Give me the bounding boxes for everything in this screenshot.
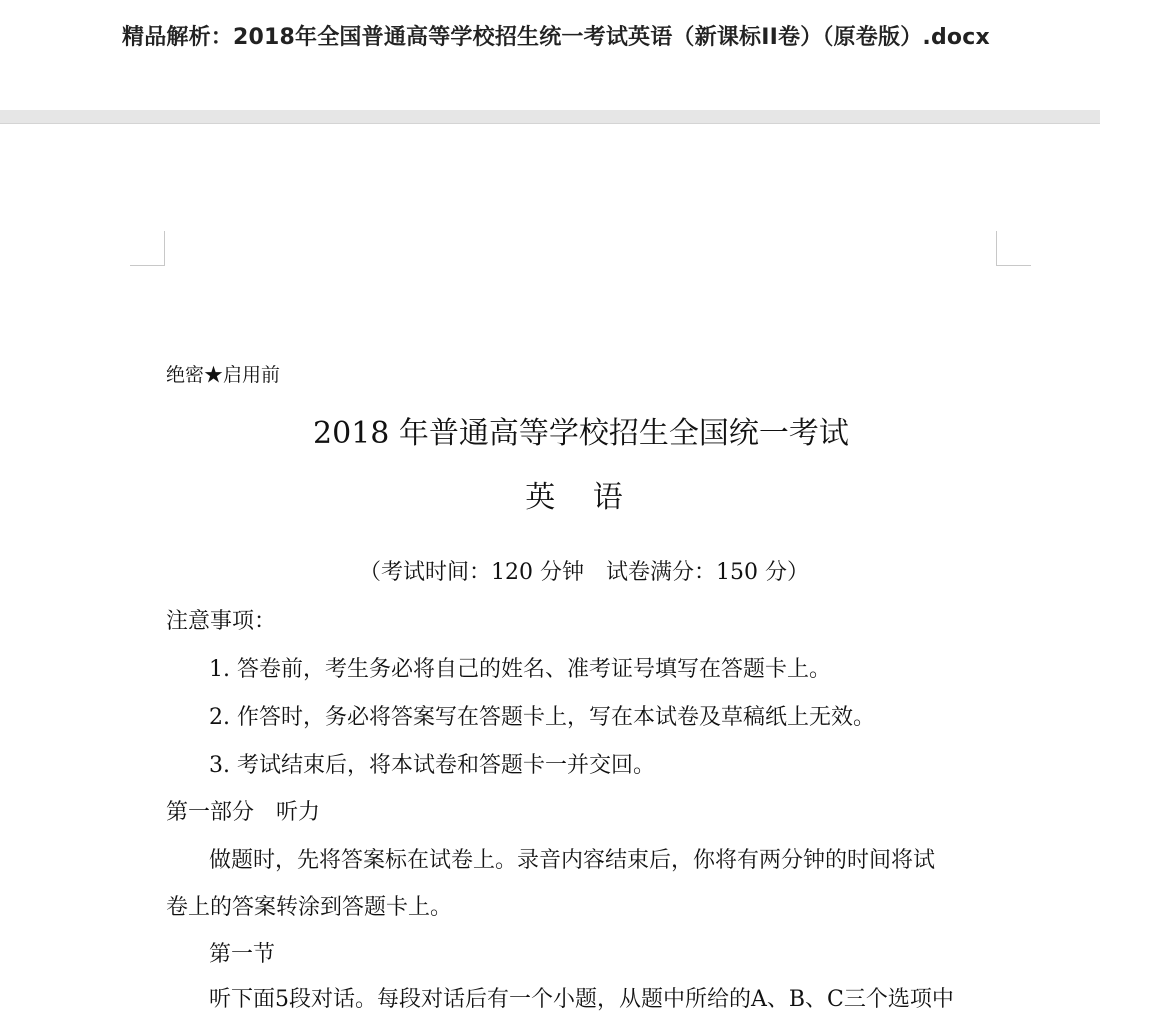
exam-title: 2018 年普通高等学校招生全国统一考试 <box>313 416 849 451</box>
secret-label: 绝密★启用前 <box>166 364 281 386</box>
document-title: 精品解析：2018年全国普通高等学校招生统一考试英语（新课标II卷）（原卷版）.docx <box>122 25 990 50</box>
part1-instruction-line2: 卷上的答案转涂到答题卡上。 <box>166 895 453 920</box>
section1-instruction-partial: 听下面5段对话。每段对话后有一个小题，从题中所给的A、B、C三个选项中 <box>209 987 954 1012</box>
subject-title: 英 语 <box>525 480 637 515</box>
part1-heading: 第一部分 听力 <box>166 800 321 825</box>
document-page[interactable] <box>0 124 1100 1012</box>
notice-item: 2. 作答时，务必将答案写在答题卡上，写在本试卷及草稿纸上无效。 <box>209 705 875 730</box>
notice-item: 3. 考试结束后，将本试卷和答题卡一并交回。 <box>209 753 655 778</box>
exam-info: （考试时间：120 分钟 试卷满分：150 分） <box>359 560 809 585</box>
margin-corner-top-left <box>130 231 165 266</box>
notice-heading: 注意事项： <box>166 609 277 634</box>
margin-corner-top-right <box>996 231 1031 266</box>
section1-heading: 第一节 <box>209 942 276 967</box>
part1-instruction-line1: 做题时，先将答案标在试卷上。录音内容结束后，你将有两分钟的时间将试 <box>209 848 936 873</box>
page-separator <box>0 110 1100 124</box>
title-bar <box>0 0 1100 110</box>
notice-item: 1. 答卷前，考生务必将自己的姓名、准考证号填写在答题卡上。 <box>209 657 831 682</box>
